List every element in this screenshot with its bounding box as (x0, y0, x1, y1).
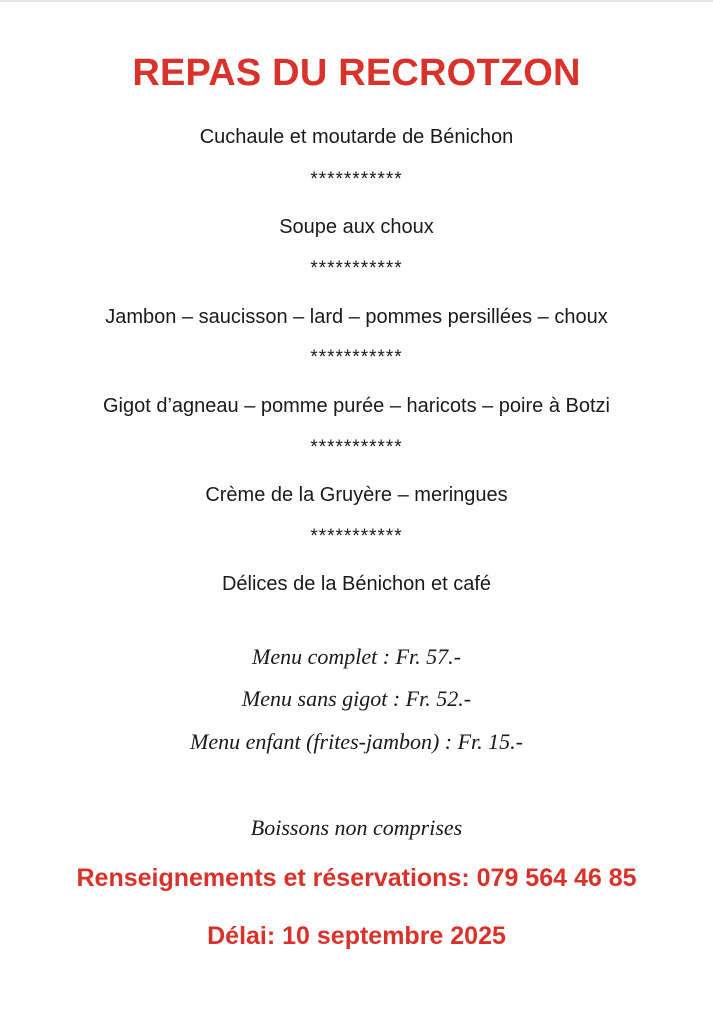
contact-line: Renseignements et réservations: 079 564 46 85 (76, 864, 637, 892)
separator: *********** (310, 526, 403, 547)
course-item: Soupe aux choux (279, 216, 434, 238)
separator: *********** (310, 437, 403, 458)
drinks-note: Boissons non comprises (250, 815, 463, 840)
separator: *********** (310, 169, 403, 190)
price-line: Menu enfant (frites-jambon) : Fr. 15.- (190, 729, 523, 754)
course-item: Jambon – saucisson – lard – pommes persillées – choux (105, 306, 608, 328)
separator: *********** (310, 347, 403, 368)
course-item: Crème de la Gruyère – meringues (205, 484, 508, 506)
course-item: Cuchaule et moutarde de Bénichon (199, 126, 514, 148)
page-title: REPAS DU RECROTZON (132, 52, 581, 94)
course-item: Délices de la Bénichon et café (221, 573, 492, 595)
deadline-line: Délai: 10 septembre 2025 (207, 922, 506, 950)
price-line: Menu complet : Fr. 57.- (252, 644, 461, 669)
separator: *********** (310, 258, 403, 279)
price-line: Menu sans gigot : Fr. 52.- (241, 686, 472, 711)
course-item: Gigot d’agneau – pomme purée – haricots – poire à Botzi (103, 395, 610, 417)
